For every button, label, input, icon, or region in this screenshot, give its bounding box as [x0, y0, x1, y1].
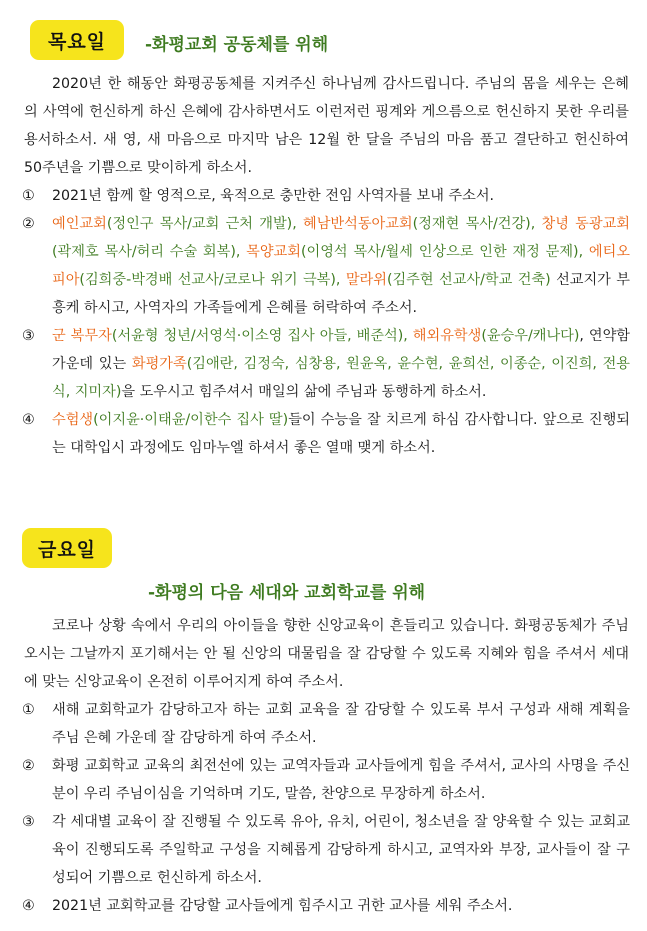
- item-text: 2021년 함께 할 영적으로, 육적으로 충만한 전임 사역자를 보내 주소서.: [52, 188, 495, 204]
- item-text: , 연약함 가운데 있는: [52, 328, 631, 372]
- group-name: 군 복무자: [52, 328, 112, 344]
- thursday-intro-text: 2020년 한 해동안 화평공동체를 지켜주신 하나님께 감사드립니다. 주님의 몸을 세우는 은혜의 사역에 헌신하게 하신 은혜에 감사하면서도 이런저런 핑계와 게으름으로 헌신하지 못한 우리를 용서하소서. 새 영, 새 마음으로 마지막 남은 12월 한 달을 주님의 마음 품고 결단하고 헌신하여 50주년을 기쁨으로 맞이하게 하소서.: [24, 76, 629, 176]
- church-detail: (정인구 목사/교회 근처 개발),: [106, 216, 303, 232]
- list-item: [22, 182, 630, 210]
- group-detail: (윤승우/캐나다): [481, 328, 580, 344]
- church-name: 예인교회: [52, 216, 107, 232]
- church-name: 창녕 동광교회: [541, 216, 630, 232]
- mission-name: 말라위: [345, 272, 387, 288]
- item-text: 화평 교회학교 교육의 최전선에 있는 교역자들과 교사들에게 힘을 주셔서, 교사의 사명을 주신 분이 우리 주님이심을 기억하며 기도, 말씀, 찬양으로 무장하게 하소서.: [52, 758, 630, 802]
- mission-detail: (김희중-박경배 선교사/코로나 위기 극복),: [79, 272, 346, 288]
- item-number: ①: [22, 188, 35, 204]
- item-text: 선교지가 부흥케 하시고, 사역자의 가족들에게 은혜를 허락하여 주소서.: [52, 272, 630, 316]
- list-item: [22, 892, 630, 920]
- friday-intro-text: 코로나 상황 속에서 우리의 아이들을 향한 신앙교육이 흔들리고 있습니다. 화평공동체가 주님오시는 그날까지 포기해서는 안 될 신앙의 대물림을 잘 감당할 수 있도록 지혜와 힘을 주셔서 세대에 맞는 신앙교육이 온전히 이루어지게 하여 주소서.: [24, 618, 629, 690]
- church-detail: (이영석 목사/월세 인상으로 인한 재정 문제),: [300, 244, 589, 260]
- group-detail: (김애란, 김정숙, 심창용, 원윤옥, 윤수현, 윤희선, 이종순, 이진희, 전용식, 지미자): [52, 356, 631, 400]
- item-number: ③: [22, 328, 35, 344]
- friday-intro: [24, 612, 629, 696]
- item-number: ③: [22, 814, 35, 830]
- thursday-intro: [24, 70, 629, 182]
- list-item: [22, 210, 630, 322]
- thursday-title: -화평교회 공동체를 위해: [145, 35, 329, 55]
- item-number: ④: [22, 412, 35, 428]
- mission-name: 에티오피아: [52, 244, 630, 288]
- list-item: [22, 406, 630, 462]
- friday-prayer-list: [22, 696, 630, 920]
- group-name: 화평가족: [131, 356, 187, 372]
- mission-detail: (김주현 선교사/학교 건축): [386, 272, 551, 288]
- item-number: ①: [22, 702, 35, 718]
- item-number: ②: [22, 758, 35, 774]
- item-text: 들이 수능을 잘 치르게 하심 감사합니다. 앞으로 진행되는 대학입시 과정에도 임마누엘 하셔서 좋은 열매 맺게 하소서.: [52, 412, 631, 456]
- friday-title: -화평의 다음 세대와 교회학교를 위해: [148, 583, 426, 603]
- church-detail: (곽제호 목사/허리 수술 회복),: [52, 244, 247, 260]
- item-number: ④: [22, 898, 35, 914]
- thursday-badge: 목요일: [30, 20, 124, 60]
- list-item: [22, 322, 630, 406]
- list-item: [22, 696, 630, 752]
- group-detail: (이지윤·이태윤/이한수 집사 딸): [93, 412, 289, 428]
- list-item: [22, 808, 630, 892]
- group-detail: (서윤형 청년/서영석·이소영 집사 아들, 배준석),: [111, 328, 413, 344]
- thursday-prayer-list: [22, 182, 630, 462]
- item-text: 각 세대별 교육이 잘 진행될 수 있도록 유아, 유치, 어린이, 청소년을 잘 양육할 수 있는 교회교육이 진행되도록 주일학교 구성을 지혜롭게 감당하게 하시고, 교역자와 부장, 교사들이 잘 구성되어 기쁨으로 헌신하게 하소서.: [52, 814, 630, 886]
- item-text: 2021년 교회학교를 감당할 교사들에게 힘주시고 귀한 교사를 세워 주소서.: [52, 898, 513, 914]
- church-name: 목양교회: [246, 244, 301, 260]
- group-name: 해외유학생: [412, 328, 482, 344]
- item-text: 새해 교회학교가 감당하고자 하는 교회 교육을 잘 감당할 수 있도록 부서 구성과 새해 계획을 주님 은혜 가운데 잘 감당하게 하여 주소서.: [52, 702, 630, 746]
- list-item: [22, 752, 630, 808]
- item-number: ②: [22, 216, 35, 232]
- church-name: 혜남반석동아교회: [303, 216, 413, 232]
- group-name: 수험생: [52, 412, 94, 428]
- friday-badge: 금요일: [22, 528, 112, 568]
- church-detail: (정재현 목사/건강),: [412, 216, 542, 232]
- item-text: 을 도우시고 힘주셔서 매일의 삶에 주님과 동행하게 하소서.: [121, 384, 487, 400]
